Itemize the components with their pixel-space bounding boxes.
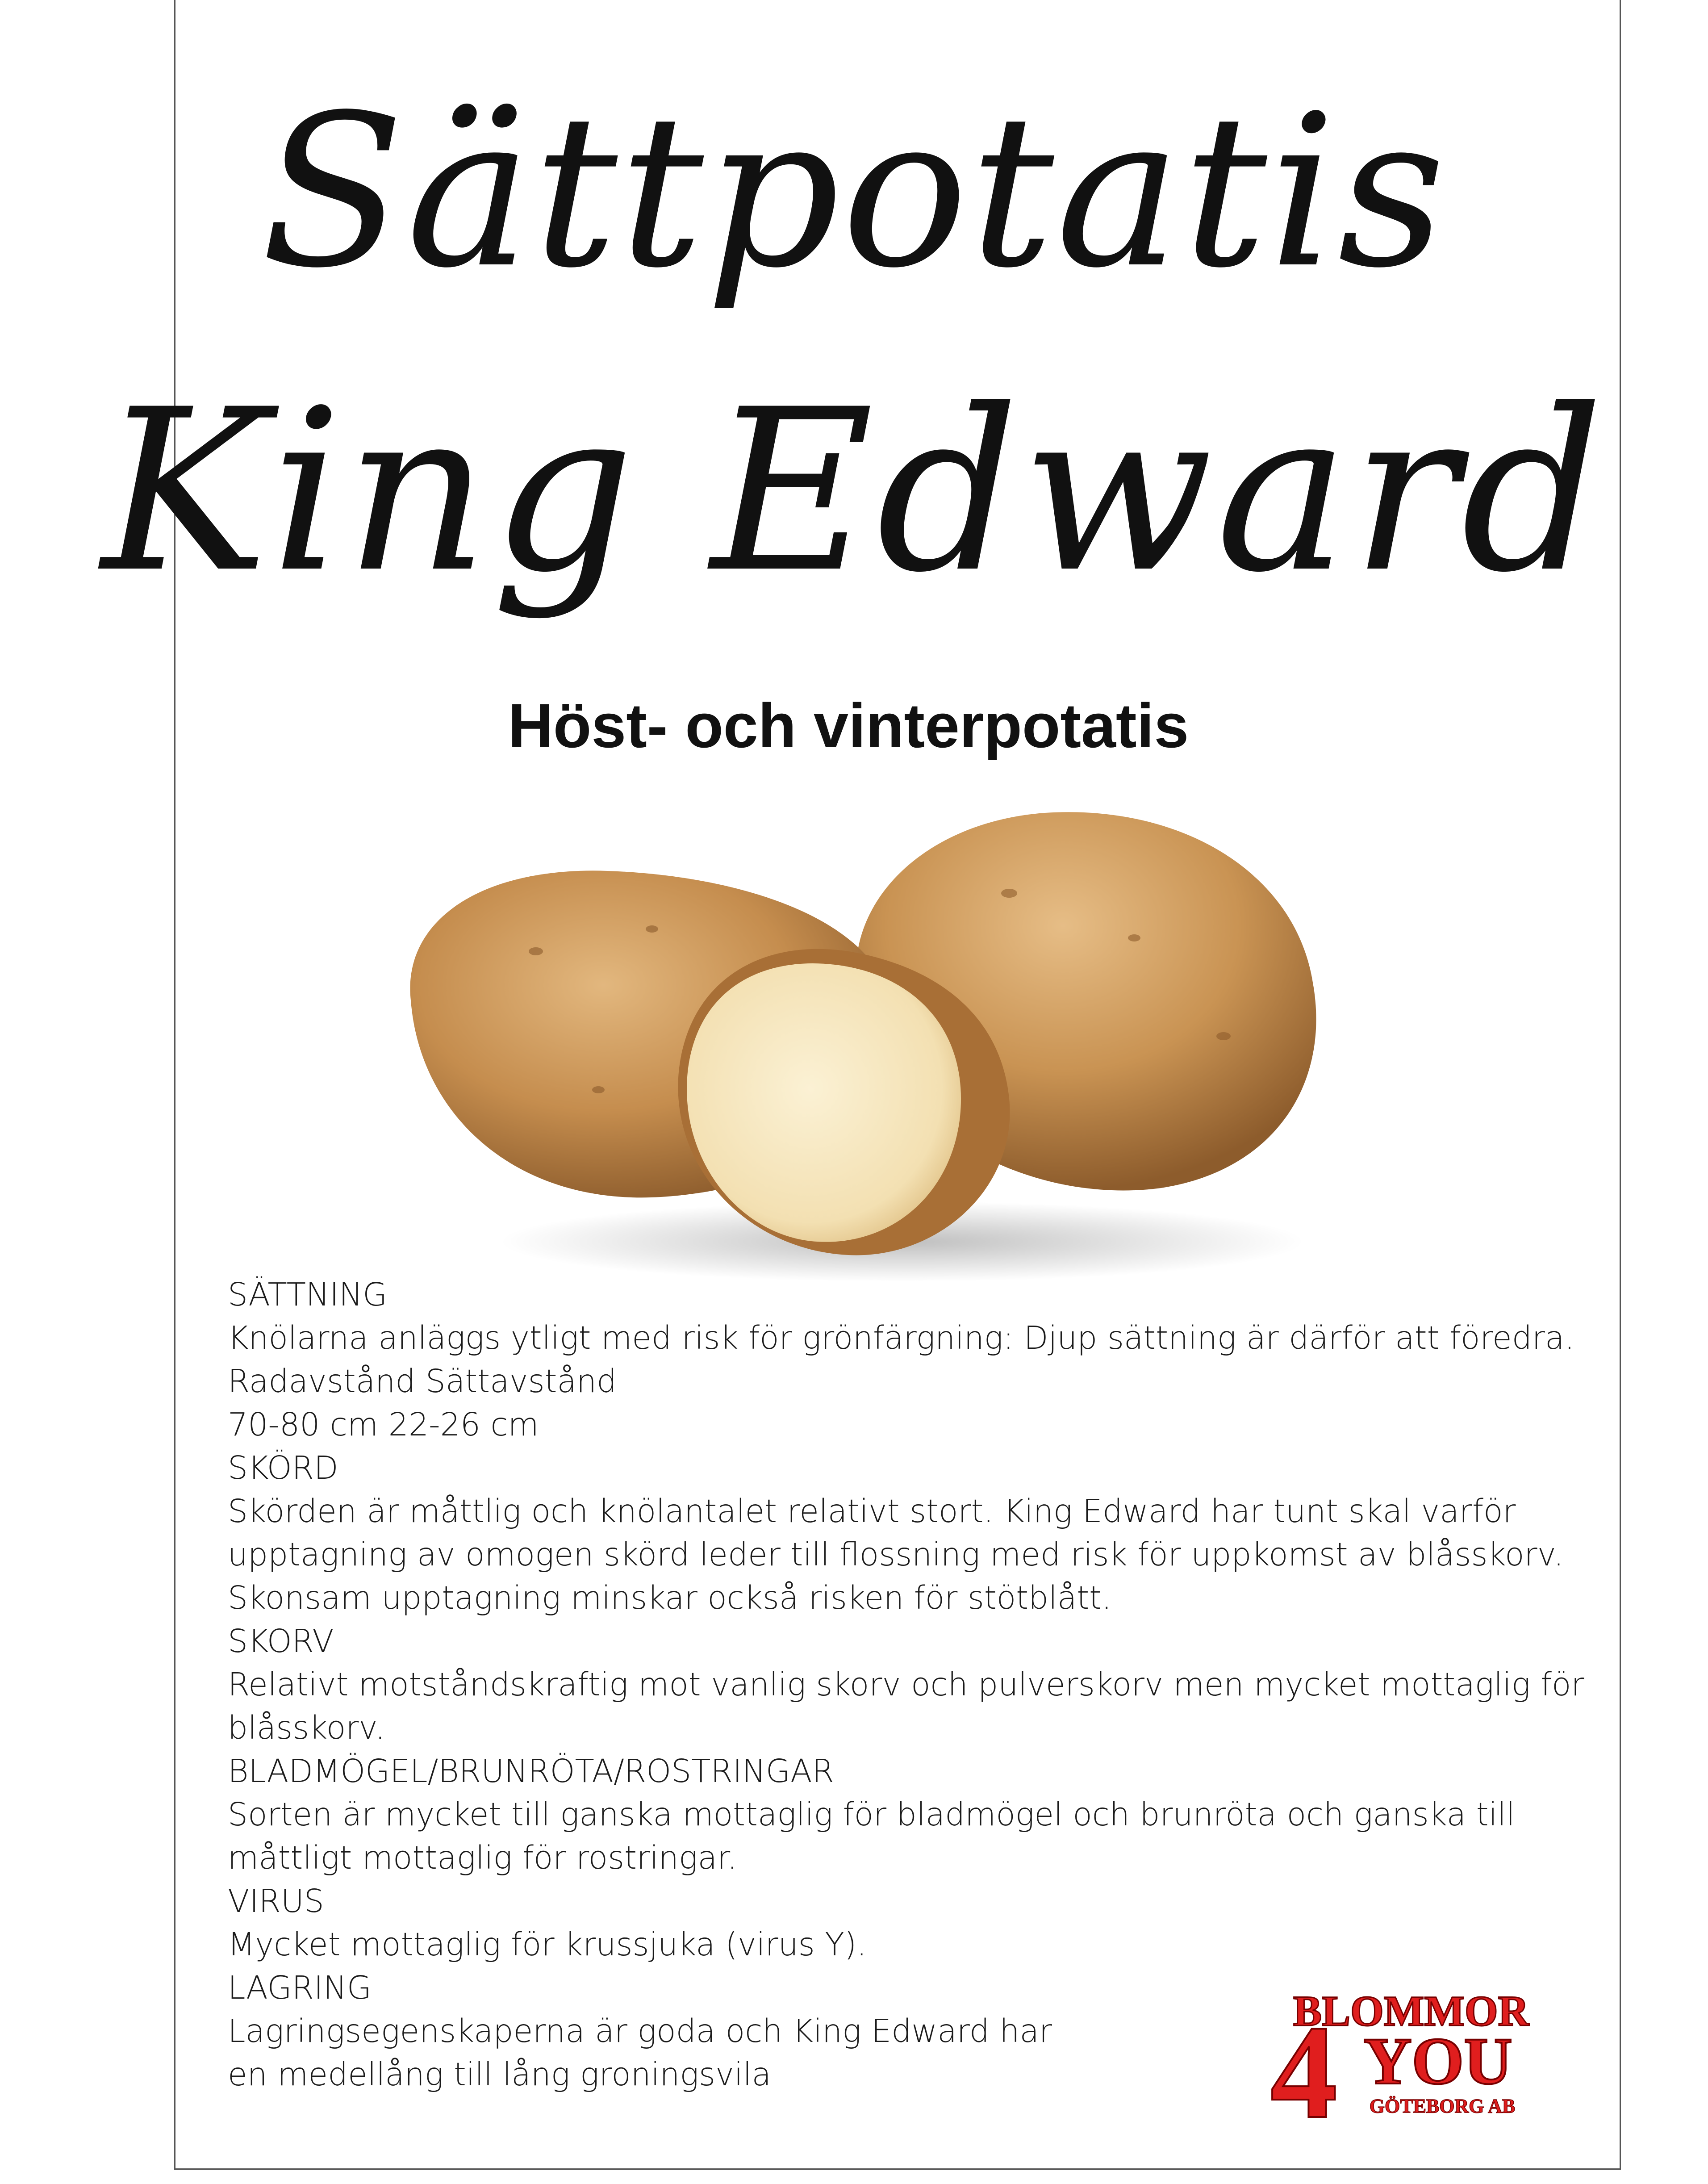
potato-image [375, 804, 1340, 1286]
text-line: en medellång till lång groningsvila [228, 2056, 771, 2093]
section-heading-skorv: SKORV [228, 1623, 334, 1660]
text-line: upptagning av omogen skörd leder till flossning med risk för uppkomst av blåsskorv. [228, 1536, 1564, 1573]
title-line-2: King Edward [101, 361, 1607, 621]
text-line: Knölarna anläggs ytligt med risk för grönfärgning: Djup sättning är därför att föredra. [228, 1319, 1575, 1356]
text-line: Lagringsegenskaperna är goda och King Edward har [228, 2012, 1052, 2050]
logo-graphic [1259, 1983, 1554, 2135]
text-line: måttligt mottaglig för rostringar. [228, 1839, 738, 1876]
logo-line-3: GÖTEBORG AB [1369, 2095, 1516, 2117]
info-text [228, 1273, 1599, 2096]
section-heading-sattning: SÄTTNING [228, 1276, 388, 1313]
logo-line-2: YOU [1363, 2024, 1512, 2098]
text-line: Skonsam upptagning minskar också risken för stötblått. [228, 1579, 1112, 1616]
section-heading-bladmogel: BLADMÖGEL/BRUNRÖTA/ROSTRINGAR [228, 1753, 834, 1790]
text-line: Relativt motståndskraftig mot vanlig skorv och pulverskorv men mycket mottaglig för [228, 1666, 1584, 1703]
logo-number: 4 [1270, 1998, 1337, 2135]
text-line: 70-80 cm 22-26 cm [228, 1406, 539, 1443]
text-line: blåsskorv. [228, 1709, 385, 1746]
text-line: Mycket mottaglig för krussjuka (virus Y). [228, 1926, 867, 1963]
text-line: Sorten är mycket till ganska mottaglig för bladmögel och brunröta och ganska till [228, 1796, 1515, 1833]
subtitle: Höst- och vinterpotatis [508, 690, 1189, 761]
text-line: Skörden är måttlig och knölantalet relativt stort. King Edward har tunt skal varför [228, 1493, 1516, 1530]
title-line-1: Sättpotatis [260, 70, 1448, 314]
potato-illustration [375, 804, 1340, 1286]
text-line: Radavstånd Sättavstånd [228, 1363, 617, 1400]
logo-line-1: BLOMMOR [1293, 1987, 1529, 2035]
section-heading-virus: VIRUS [228, 1883, 324, 1920]
section-heading-skord: SKÖRD [228, 1449, 338, 1486]
section-heading-lagring: LAGRING [228, 1969, 372, 2006]
blommor4you-logo [1259, 1983, 1554, 2135]
